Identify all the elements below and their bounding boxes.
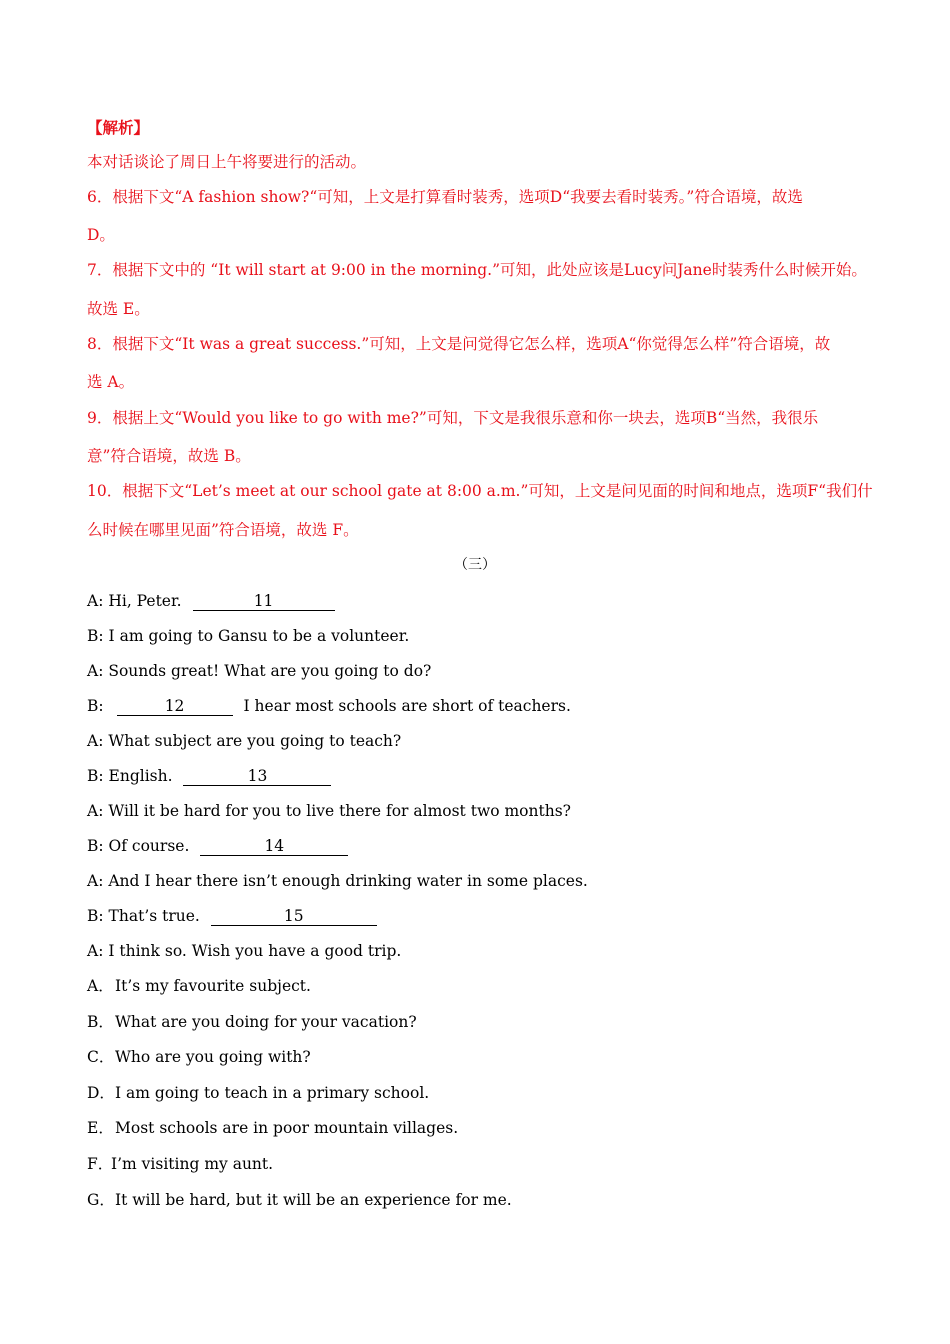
dialogue-line-8 — [87, 836, 867, 856]
analysis-item-9-line1: 9．根据上文“Would you like to go with me?”可知，下文是我很乐意和你一块去，选项B“当然，我很乐 — [87, 409, 819, 427]
option-letter: C． — [87, 1048, 115, 1066]
dialogue-text: A: Hi, Peter. — [87, 592, 182, 610]
option-g — [87, 1190, 867, 1210]
dialogue-line-5: A: What subject are you going to teach? — [87, 732, 402, 750]
dialogue-line-11: A: I think so. Wish you have a good trip. — [87, 942, 402, 960]
analysis-item-7-line2: 故选 E。 — [87, 300, 150, 318]
analysis-item-7-line1: 7．根据下文中的 “It will start at 9:00 in the morning.”可知，此处应该是Lucy问Jane时装秀什么时候开始。 — [87, 261, 867, 279]
option-a — [87, 976, 867, 996]
answer-blank-13[interactable]: 13 — [183, 767, 331, 786]
option-text: It will be hard, but it will be an experience for me. — [115, 1191, 512, 1209]
option-e — [87, 1118, 867, 1138]
section-title: （三） — [454, 557, 496, 573]
analysis-item-10-line1: 10．根据下文“Let’s meet at our school gate at 8:00 a.m.”可知，上文是问见面的时间和地点，选项F“我们什 — [87, 482, 873, 500]
analysis-item-8-line2: 选 A。 — [87, 373, 135, 391]
dialogue-line-3: A: Sounds great! What are you going to do? — [87, 662, 432, 680]
analysis-item-6-line1: 6．根据下文“A fashion show?“可知，上文是打算看时装秀，选项D“我要去看时装秀。”符合语境，故选 — [87, 188, 803, 206]
option-b — [87, 1012, 867, 1032]
dialogue-line-1 — [87, 591, 867, 611]
option-letter: B． — [87, 1013, 114, 1031]
option-letter: A． — [87, 977, 114, 995]
dialogue-line-7: A: Will it be hard for you to live there for almost two months? — [87, 802, 571, 820]
answer-blank-15[interactable]: 15 — [211, 907, 377, 926]
option-text: Most schools are in poor mountain villages. — [115, 1119, 459, 1137]
answer-blank-14[interactable]: 14 — [200, 837, 348, 856]
analysis-item-8-line1: 8．根据下文“It was a great success.”可知，上文是问觉得它怎么样，选项A“你觉得怎么样”符合语境，故 — [87, 335, 831, 353]
analysis-item-9-line2: 意”符合语境，故选 B。 — [87, 447, 251, 465]
answer-blank-11[interactable]: 11 — [193, 592, 335, 611]
option-letter: E． — [87, 1119, 114, 1137]
option-text: What are you doing for your vacation? — [115, 1013, 417, 1031]
dialogue-line-6 — [87, 766, 867, 786]
dialogue-line-10 — [87, 906, 867, 926]
option-c — [87, 1047, 867, 1067]
option-text: I am going to teach in a primary school. — [115, 1084, 430, 1102]
answer-blank-12[interactable]: 12 — [117, 697, 233, 716]
dialogue-text: I hear most schools are short of teachers. — [243, 697, 571, 715]
dialogue-text: B: English. — [87, 767, 173, 785]
analysis-heading: 【解析】 — [87, 118, 150, 137]
option-d — [87, 1083, 867, 1103]
analysis-item-10-line2: 么时候在哪里见面”符合语境，故选 F。 — [87, 521, 359, 539]
option-text: Who are you going with? — [115, 1048, 311, 1066]
dialogue-text: B: Of course. — [87, 837, 190, 855]
dialogue-line-9: A: And I hear there isn’t enough drinking water in some places. — [87, 872, 588, 890]
option-letter: F． — [87, 1155, 114, 1173]
option-letter: D． — [87, 1084, 115, 1102]
dialogue-line-2: B: I am going to Gansu to be a volunteer. — [87, 627, 410, 645]
dialogue-line-4 — [87, 696, 867, 716]
dialogue-text: B: — [87, 697, 104, 715]
option-text: It’s my favourite subject. — [115, 977, 311, 995]
option-letter: G． — [87, 1191, 115, 1209]
option-text: I’m visiting my aunt. — [111, 1155, 274, 1173]
option-f — [87, 1154, 867, 1174]
analysis-summary: 本对话谈论了周日上午将要进行的活动。 — [87, 153, 367, 171]
analysis-item-6-line2: D。 — [87, 226, 115, 244]
dialogue-text: B: That’s true. — [87, 907, 200, 925]
